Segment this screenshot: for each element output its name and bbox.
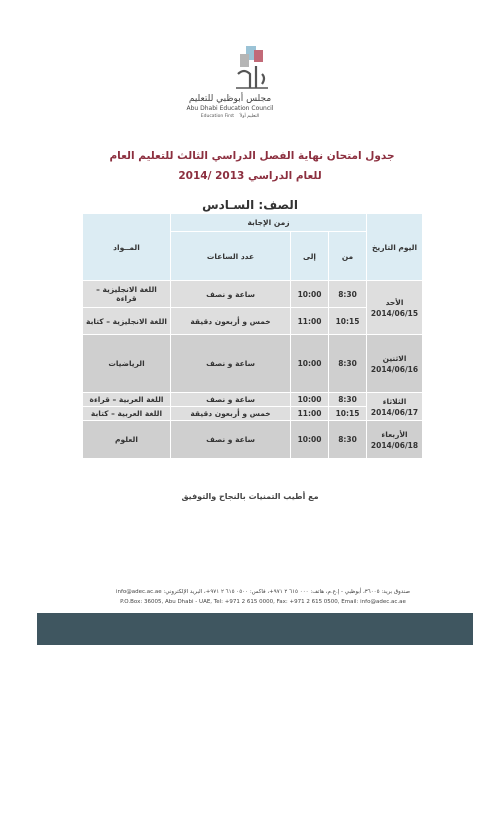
- adec-logo: [232, 44, 272, 92]
- council-tagline: [150, 114, 310, 119]
- time-from: 8:30: [329, 281, 367, 308]
- tagline-english: Education First: [200, 114, 235, 119]
- footer-contact-arabic: صندوق بريد: ٣٦٠٠٥، أبوظبي - إ.ع.م، هاتف: ٠٠٠ ٦١٥ ٢ ٩٧١+، فاكس: ٠٥٠٠ ٦١٥ ٢ ٩٧١+، البريد الإلكتروني: info@adec.ac.ae: [115, 589, 411, 595]
- header-hours: عدد الساعات: [171, 232, 291, 281]
- duration: خمس و أربعون دقيقة: [171, 407, 291, 421]
- time-to: 10:00: [291, 281, 329, 308]
- tagline-arabic: التعليم أولاً: [239, 114, 260, 119]
- footer-bar: [37, 613, 473, 645]
- time-from: 10:15: [329, 308, 367, 335]
- subject: اللغة الانجليزية – قراءة: [83, 281, 171, 308]
- grade-label: الصف: السـادس: [202, 198, 298, 212]
- header-day-date: اليوم التاريخ: [367, 214, 423, 281]
- time-to: 11:00: [291, 407, 329, 421]
- duration: خمس و أربعون دقيقة: [171, 308, 291, 335]
- duration: ساعة و نصف: [171, 421, 291, 459]
- time-from: 8:30: [329, 335, 367, 393]
- footer-contact-english: P.O.Box: 36005, Abu Dhabi - UAE, Tel: +971 2 615 0000, Fax: +971 2 615 0500, Email: info@adec.ac.ae: [120, 599, 406, 605]
- day-date: 2014/06/15: [370, 308, 419, 318]
- duration: ساعة و نصف: [171, 281, 291, 308]
- day-cell: [367, 421, 423, 459]
- time-to: 10:00: [291, 335, 329, 393]
- time-from: 8:30: [329, 393, 367, 407]
- header-from: من: [329, 232, 367, 281]
- day-cell: [367, 281, 423, 335]
- subject: اللغة العربية – قراءة: [83, 393, 171, 407]
- subject: الرياضيات: [83, 335, 171, 393]
- time-from: 8:30: [329, 421, 367, 459]
- day-name: الأربعاء: [381, 429, 408, 439]
- time-to: 10:00: [291, 393, 329, 407]
- day-name: الثلاثاء: [382, 396, 407, 406]
- subject: العلوم: [83, 421, 171, 459]
- time-to: 10:00: [291, 421, 329, 459]
- time-to: 11:00: [291, 308, 329, 335]
- header-answer-time: زمن الإجابة: [171, 214, 367, 232]
- day-date: 2014/06/16: [370, 364, 419, 374]
- day-name: الأحد: [385, 297, 404, 307]
- table-row: [83, 335, 423, 393]
- day-date: 2014/06/18: [370, 440, 419, 450]
- subject: اللغة الانجليزية – كتابة: [83, 308, 171, 335]
- exam-schedule-table: [82, 213, 423, 459]
- header-to: إلى: [291, 232, 329, 281]
- council-name-english: Abu Dhabi Education Council: [186, 105, 274, 112]
- day-date: 2014/06/17: [370, 407, 419, 417]
- subject: اللغة العربية – كتابة: [83, 407, 171, 421]
- council-name-arabic: مجلس أبوظبي للتعليم: [188, 94, 272, 104]
- table-row: [83, 281, 423, 308]
- duration: ساعة و نصف: [171, 335, 291, 393]
- time-from: 10:15: [329, 407, 367, 421]
- duration: ساعة و نصف: [171, 393, 291, 407]
- document-title: جدول امتحان نهاية الفصل الدراسي الثالث للتعليم العام: [109, 150, 395, 162]
- day-cell: [367, 393, 423, 421]
- header-subjects: المــواد: [83, 214, 171, 281]
- day-name: الاثنين: [382, 353, 407, 363]
- closing-wishes: مع أطيب التمنيات بالنجاح والتوفيق: [181, 492, 319, 501]
- table-row: [83, 393, 423, 407]
- day-cell: [367, 335, 423, 393]
- table-row: [83, 421, 423, 459]
- academic-year: للعام الدراسي 2013 /2014: [178, 170, 322, 182]
